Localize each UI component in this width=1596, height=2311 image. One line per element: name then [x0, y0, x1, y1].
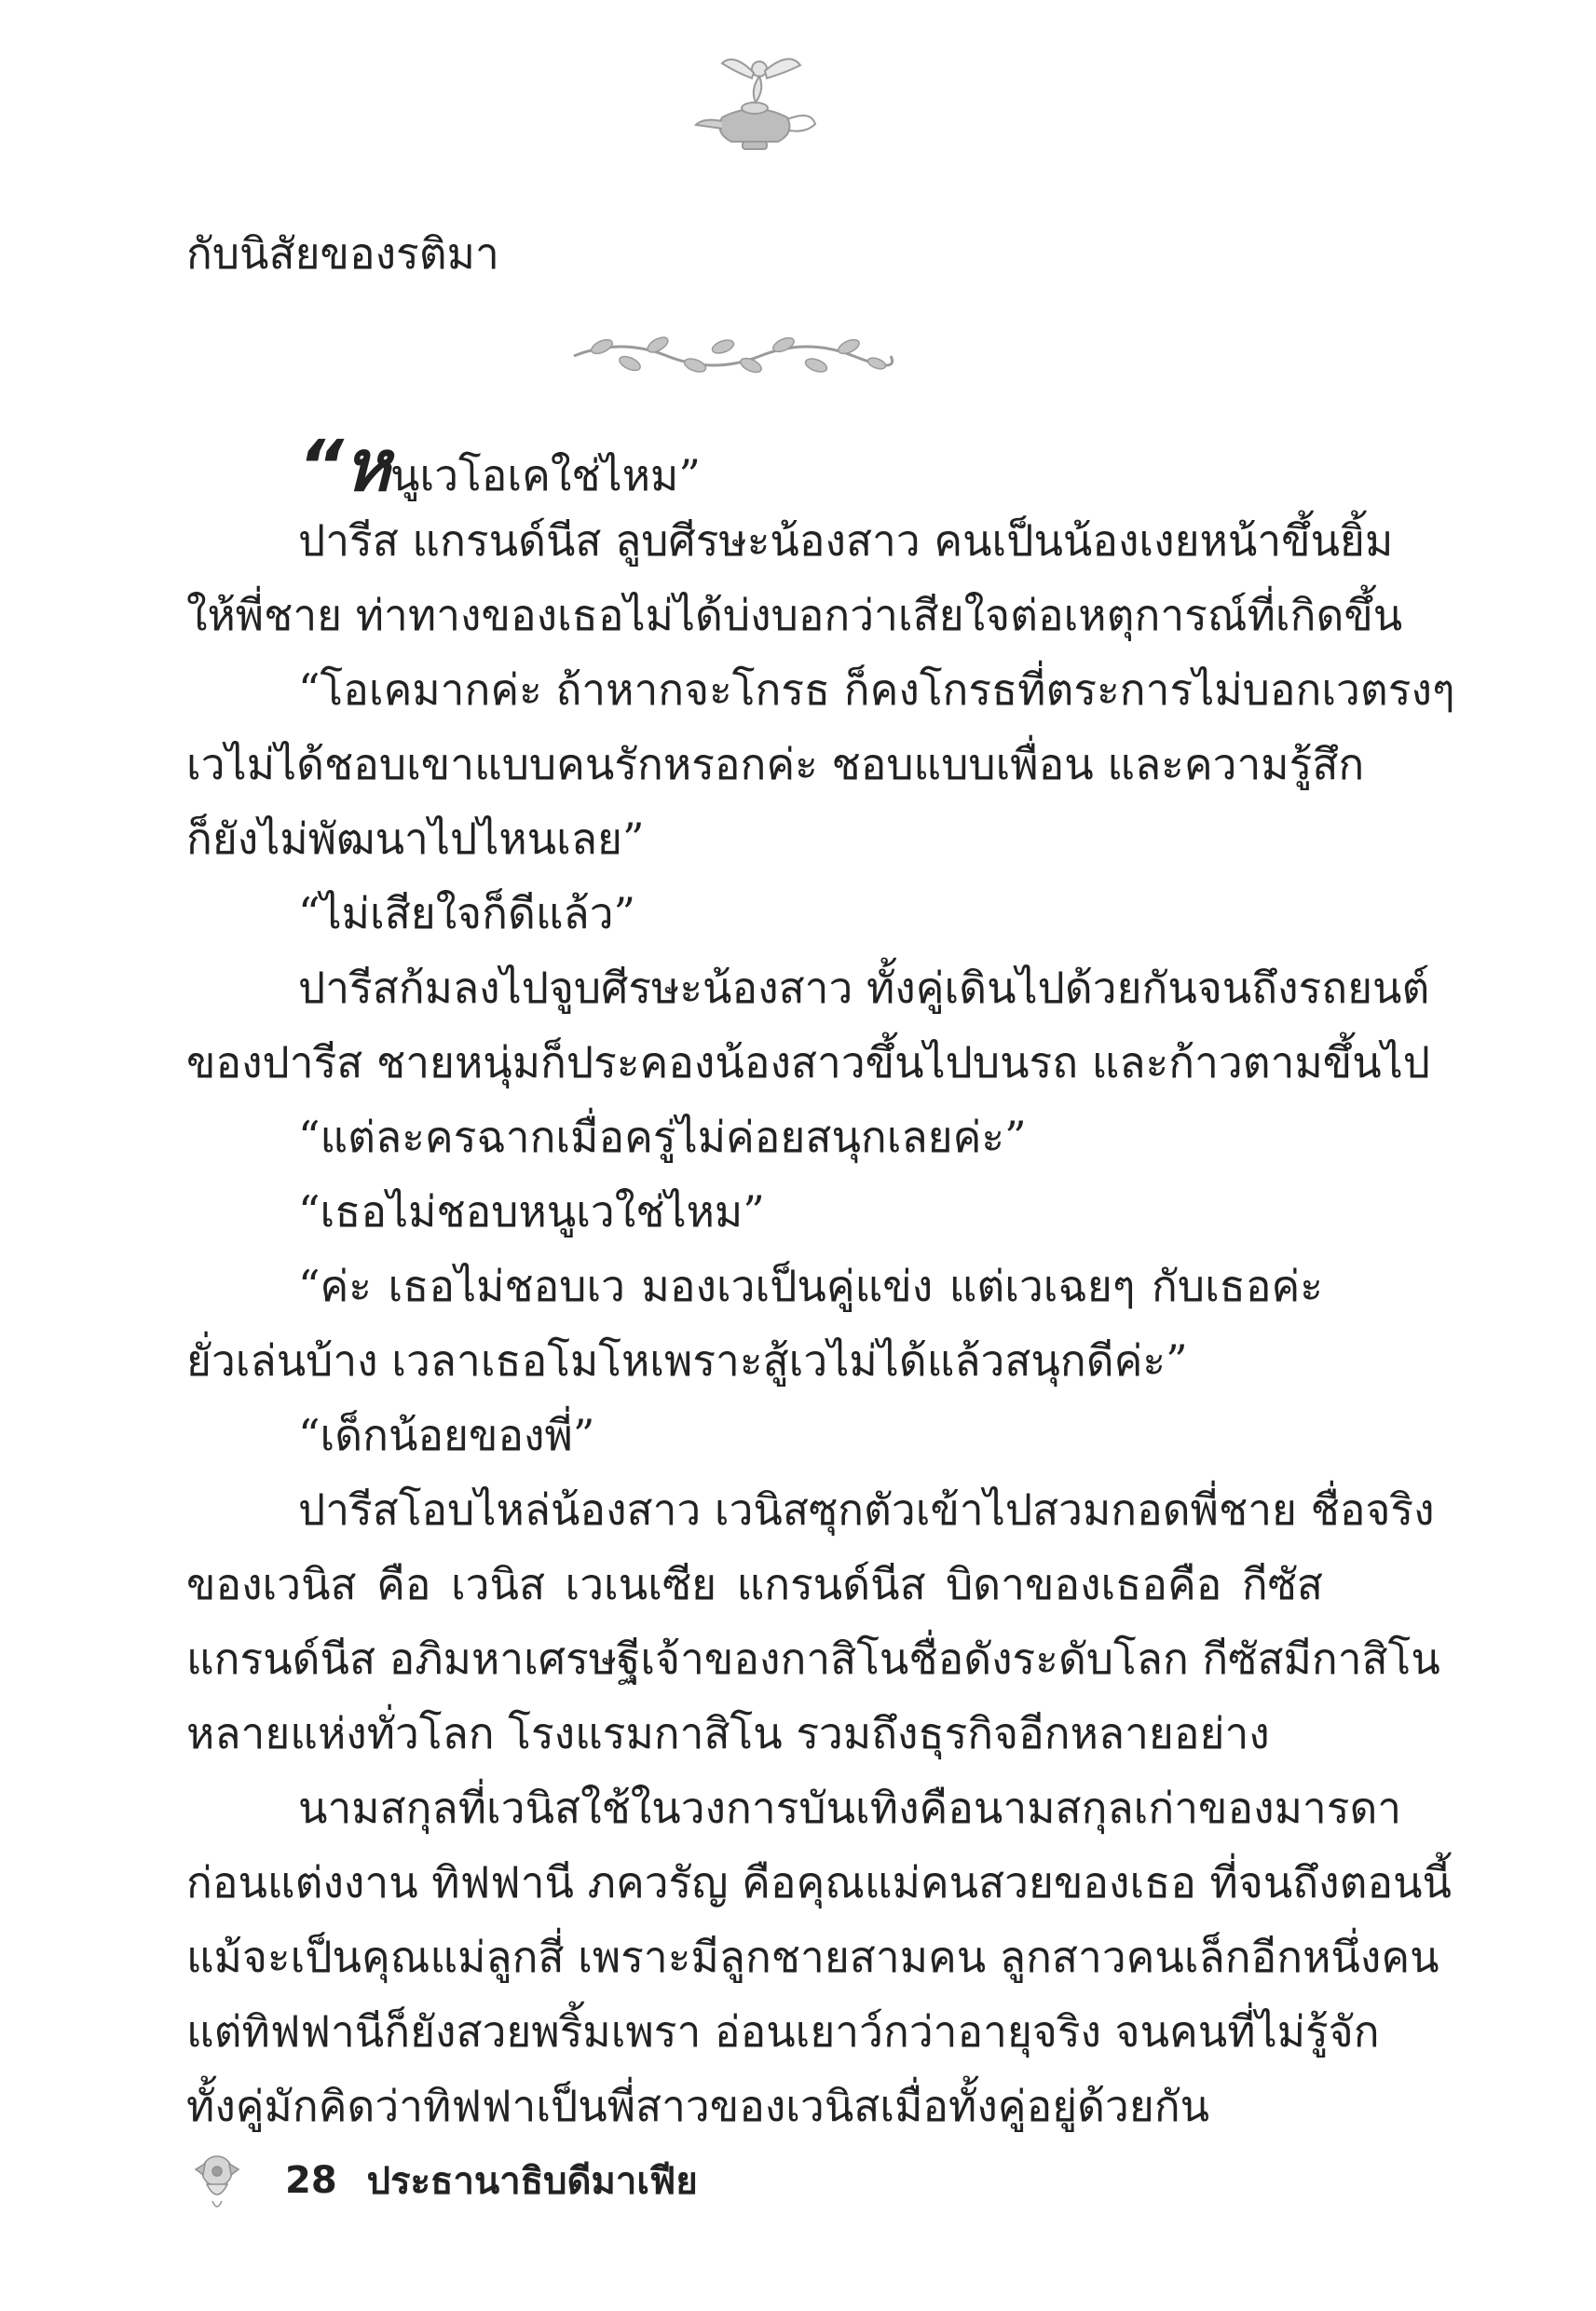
line-text: ของเวนิส คือ เวนิส เวเนเซีย แกรนด์นีส บิดาของเธอคือ กีซัส	[186, 1559, 1323, 1609]
line-text: ก็ยังไม่พัฒนาไปไหนเลย”	[186, 814, 645, 864]
line-text: ก่อนแต่งงาน ทิฟฟานี ภควรัญ คือคุณแม่คนสวยของเธอ ที่จนถึงตอนนี้	[186, 1857, 1452, 1908]
drop-cap: “ห	[298, 424, 391, 507]
text-line	[186, 950, 1430, 1025]
line-text: ปารีส แกรนด์นีส ลูบศีรษะน้องสาว คนเป็นน้องเงยหน้าขึ้นยิ้ม	[298, 515, 1394, 566]
text-line	[186, 1920, 1439, 1994]
line-text: แกรนด์นีส อภิมหาเศรษฐีเจ้าของกาสิโนชื่อดังระดับโลก กีซัสมีกาสิโน	[186, 1634, 1440, 1684]
page-number: 28	[285, 2159, 337, 2202]
text-line	[186, 652, 1455, 727]
line-text: “ค่ะ เธอไม่ชอบเว มองเวเป็นคู่แข่ง แต่เวเฉยๆ กับเธอค่ะ	[298, 1261, 1323, 1311]
text-line	[186, 727, 1365, 801]
text-line	[186, 1696, 1323, 1771]
text-line	[186, 1249, 1323, 1323]
book-title: ประธานาธิบดีมาเฟีย	[366, 2160, 698, 2203]
text-line	[186, 1100, 1323, 1174]
page-footer	[186, 2143, 698, 2218]
line-text: “แต่ละครฉากเมื่อครู่ไม่ค่อยสนุกเลยค่ะ”	[298, 1112, 1027, 1162]
vine-divider-icon	[565, 328, 900, 384]
text-line	[186, 1472, 1435, 1547]
text-line	[186, 2069, 1323, 2143]
text-line	[186, 1025, 1431, 1100]
text-line	[186, 801, 1323, 876]
line-text: แต่ทิฟฟานีก็ยังสวยพริ้มเพรา อ่อนเยาว์กว่าอายุจริง จนคนที่ไม่รู้จัก	[186, 2006, 1380, 2057]
text-line	[186, 503, 1394, 578]
line-text: “เธอไม่ชอบหนูเวใช่ไหม”	[298, 1186, 765, 1237]
text-line	[186, 876, 1323, 950]
line-text: ให้พี่ชาย ท่าทางของเธอไม่ได้บ่งบอกว่าเสียใจต่อเหตุการณ์ที่เกิดขึ้น	[186, 590, 1403, 640]
text-line	[186, 424, 1323, 507]
line-text: “โอเคมากค่ะ ถ้าหากจะโกรธ ก็คงโกรธที่ตระการไม่บอกเวตรงๆ	[298, 664, 1455, 715]
text-line	[186, 1174, 1323, 1249]
text-line	[186, 578, 1403, 652]
line-text: นามสกุลที่เวนิสใช้ในวงการบันเทิงคือนามสกุลเก่าของมารดา	[298, 1783, 1402, 1833]
line-text: ปารีสก้มลงไปจูบศีรษะน้องสาว ทั้งคู่เดินไปด้วยกันจนถึงรถยนต์	[298, 963, 1430, 1013]
text-line	[186, 1621, 1440, 1696]
line-text: นูเวโอเคใช่ไหม”	[390, 450, 701, 500]
text-line	[186, 1994, 1380, 2069]
text-line	[186, 1845, 1452, 1920]
line-text: ปารีสโอบไหล่น้องสาว เวนิสซุกตัวเข้าไปสวมกอดพี่ชาย ชื่อจริง	[298, 1484, 1435, 1535]
line-text: แม้จะเป็นคุณแม่ลูกสี่ เพราะมีลูกชายสามคน ลูกสาวคนเล็กอีกหนึ่งคน	[186, 1932, 1439, 1982]
text-line	[186, 1771, 1402, 1845]
fairy-emblem-icon	[186, 2147, 248, 2214]
text-line	[186, 1323, 1323, 1398]
line-text: หลายแห่งทั่วโลก โรงแรมกาสิโน รวมถึงธุรกิจอีกหลายอย่าง	[186, 1708, 1270, 1758]
line-text: ยั่วเล่นบ้าง เวลาเธอโมโหเพราะสู้เวไม่ได้แล้วสนุกดีค่ะ”	[186, 1335, 1188, 1386]
carryover-paragraph-line: กับนิสัยของรติมา	[186, 228, 499, 279]
line-text: เวไม่ได้ชอบเขาแบบคนรักหรอกค่ะ ชอบแบบเพื่อน และความรู้สึก	[186, 739, 1365, 789]
text-line	[186, 1547, 1323, 1621]
lamp-fairy-icon	[685, 45, 825, 157]
body-text	[186, 424, 1455, 2143]
line-text: ทั้งคู่มักคิดว่าทิฟฟาเป็นพี่สาวของเวนิสเมื่อทั้งคู่อยู่ด้วยกัน	[186, 2081, 1210, 2131]
line-text: “ไม่เสียใจก็ดีแล้ว”	[298, 888, 636, 938]
line-text: “เด็กน้อยของพี่”	[298, 1410, 595, 1460]
text-line	[186, 1398, 1323, 1472]
line-text: ของปารีส ชายหนุ่มก็ประคองน้องสาวขึ้นไปบนรถ และก้าวตามขึ้นไป	[186, 1037, 1431, 1087]
